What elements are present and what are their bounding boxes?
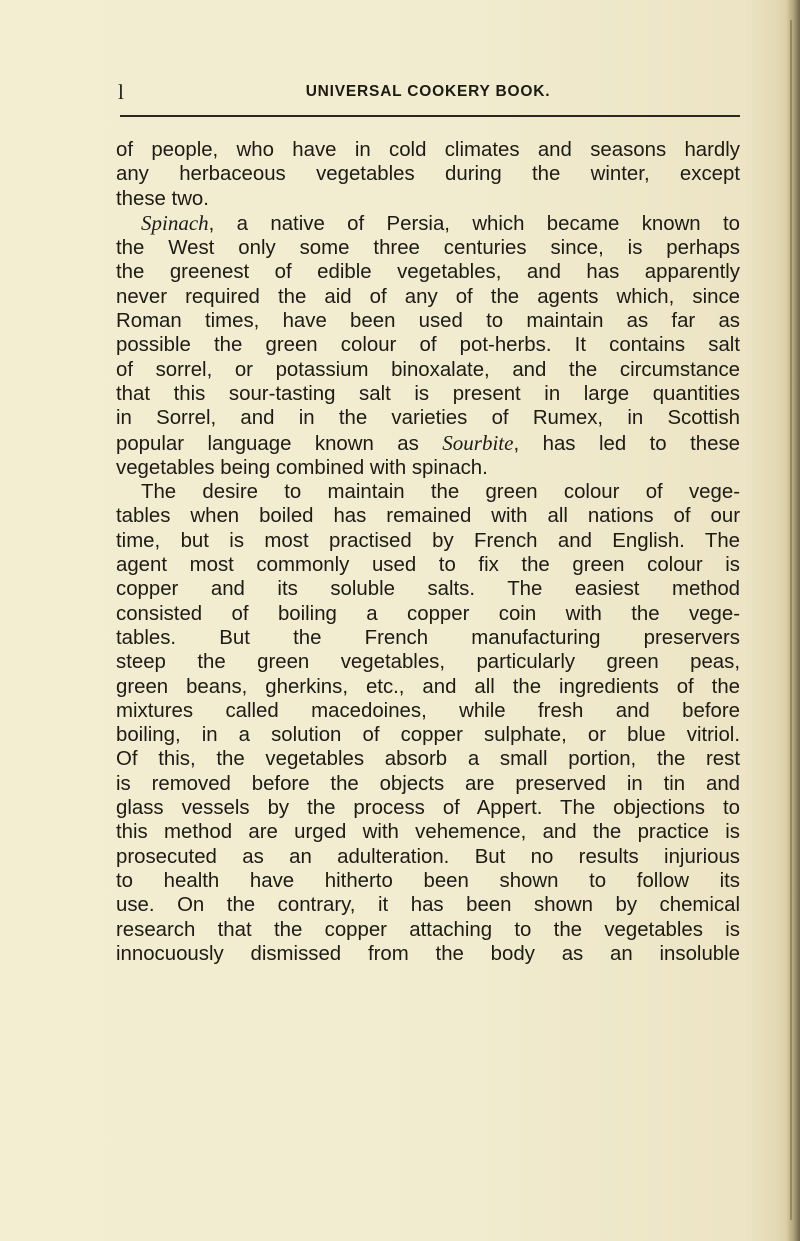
- text-line: time, but is most practised by French and English. The: [116, 529, 740, 552]
- text-line: mixtures called macedoines, while fresh and before: [116, 699, 740, 722]
- text-line: innocuously dismissed from the body as an insoluble: [116, 942, 740, 965]
- text-line: boiling, in a solution of copper sulphate, or blue vitriol.: [116, 724, 740, 747]
- page-header: [118, 80, 738, 108]
- text-line: The desire to maintain the green colour of vege-: [141, 481, 740, 504]
- text-line: prosecuted as an adulteration. But no results injurious: [116, 845, 740, 868]
- text-line: Roman times, have been used to maintain as far as: [116, 310, 740, 333]
- text-line: use. On the contrary, it has been shown by chemical: [116, 894, 740, 917]
- text-run: popular language known as: [116, 432, 443, 455]
- text-line: that this sour-tasting salt is present in large quantities: [116, 382, 740, 405]
- text-line: the West only some three centuries since, is perhaps: [116, 237, 740, 260]
- body-text: [116, 138, 740, 966]
- italic-term-spinach: Spinach: [141, 210, 209, 235]
- text-line: in Sorrel, and in the varieties of Rumex, in Scottish: [116, 407, 740, 430]
- text-run: , has led to these: [513, 432, 740, 455]
- text-line: steep the green vegetables, particularly green peas,: [116, 651, 740, 674]
- text-line: of people, who have in cold climates and seasons hardly: [116, 139, 740, 161]
- text-line: tables when boiled has remained with all nations of our: [116, 505, 740, 528]
- text-line: consisted of boiling a copper coin with the vege-: [116, 602, 740, 625]
- text-line: these two.: [116, 187, 209, 210]
- italic-term-sourbite: Sourbite: [442, 430, 514, 455]
- text-line: [116, 431, 740, 456]
- text-line: copper and its soluble salts. The easiest method: [116, 578, 740, 601]
- text-line: this method are urged with vehemence, and the practice is: [116, 821, 740, 844]
- text-line: to health have hitherto been shown to follow its: [116, 869, 740, 892]
- text-line: research that the copper attaching to the vegetables is: [116, 918, 740, 941]
- text-line: never required the aid of any of the agents which, since: [116, 285, 740, 308]
- text-line: [116, 211, 740, 236]
- running-head: UNIVERSAL COOKERY BOOK.: [305, 83, 551, 100]
- text-line: possible the green colour of pot-herbs. It contains salt: [116, 334, 740, 357]
- text-run: , a native of Persia, which became known to: [208, 212, 740, 235]
- text-line: is removed before the objects are preserved in tin and: [116, 772, 740, 795]
- text-line: Of this, the vegetables absorb a small portion, the rest: [116, 748, 740, 771]
- page-edge-line: [790, 20, 792, 1220]
- text-line: agent most commonly used to fix the green colour is: [116, 554, 740, 577]
- header-rule: [120, 115, 740, 117]
- page-number: l: [118, 80, 124, 104]
- text-line: tables. But the French manufacturing preservers: [116, 626, 740, 649]
- text-line: any herbaceous vegetables during the winter, except: [116, 163, 740, 186]
- text-line: of sorrel, or potassium binoxalate, and the circumstance: [116, 358, 740, 381]
- text-line: the greenest of edible vegetables, and has apparently: [116, 261, 740, 284]
- text-line: glass vessels by the process of Appert. The objections to: [116, 797, 740, 820]
- text-line: vegetables being combined with spinach.: [116, 456, 488, 479]
- text-line: green beans, gherkins, etc., and all the ingredients of the: [116, 675, 740, 698]
- page-edge-shadow: [786, 0, 800, 1241]
